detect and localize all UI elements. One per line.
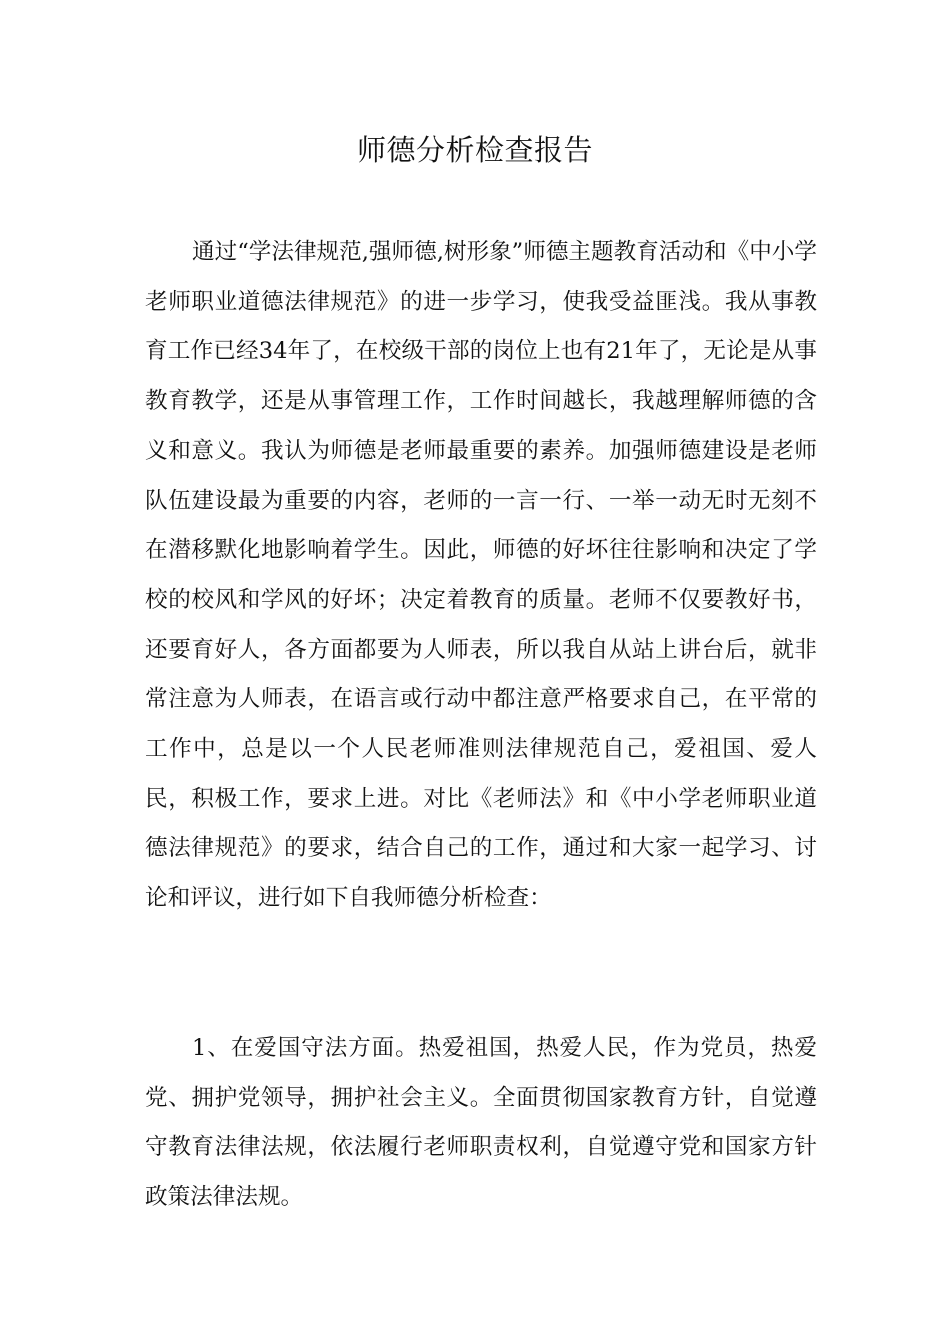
document-title: 师德分析检查报告 <box>356 133 593 167</box>
section-1-paragraph: 1、在爱国守法方面。热爱祖国，热爱人民，作为党员，热爱党、拥护党领导，拥护社会主义。全面贯彻国家教育方针，自觉遵守教育法律法规，依法履行老师职责权利，自觉遵守党和国家方针政策法律法规。 <box>145 1035 817 1211</box>
intro-paragraph: 通过“学法律规范,强师德,树形象”师德主题教育活动和《中小学老师职业道德法律规范》的进一步学习，使我受益匪浅。我从事教育工作已经34年了，在校级干部的岗位上也有21年了，无论是从事教育教学，还是从事管理工作，工作时间越长，我越理解师德的含义和意义。我认为师德是老师最重要的素养。加强师德建设是老师队伍建设最为重要的内容，老师的一言一行、一举一动无时无刻不在潜移默化地影响着学生。因此，师德的好坏往往影响和决定了学校的校风和学风的好坏；决定着教育的质量。老师不仅要教好书，还要育好人，各方面都要为人师表，所以我自从站上讲台后，就非常注意为人师表，在语言或行动中都注意严格要求自己，在平常的工作中，总是以一个人民老师准则法律规范自己，爱祖国、爱人民，积极工作，要求上进。对比《老师法》和《中小学老师职业道德法律规范》的要求，结合自己的工作，通过和大家一起学习、讨论和评议，进行如下自我师德分析检查： <box>145 239 817 912</box>
